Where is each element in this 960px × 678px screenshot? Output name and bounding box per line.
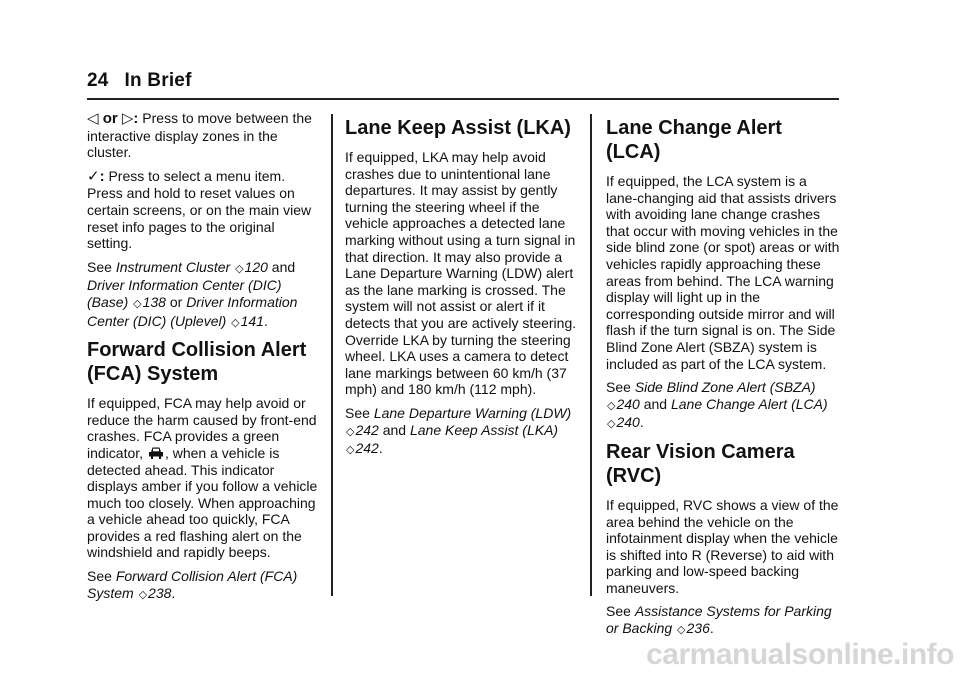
page-number: 24 [87, 70, 109, 91]
arrow-buttons-paragraph: ◁ or ▷: Press to move between the interactive display zones in the cluster. [87, 110, 312, 161]
lka-paragraph: If equipped, LKA may help avoid crashes due to unintentional lane departures. It may assist by gently turning the steering wheel if the vehicle approaches a detected lane marking without using a turn signal in that direction. It may also provide a Lane Departure Warning (LDW) alert as the lane marking is crossed. The system will not assist or alert if it detects that you are actively steering. Override LKA by turning the steering wheel. LKA uses a camera to detect lane markings between 60 km/h (37 mph) and 180 km/h (112 mph). [345, 149, 577, 398]
page-ref-icon: ◇ [235, 262, 244, 275]
see-reference-4: See Side Blind Zone Alert (SBZA) ◇240 and Lane Change Alert (LCA) ◇240. [606, 379, 828, 431]
page-ref-icon: ◇ [607, 418, 616, 431]
see-reference-5: See Assistance Systems for Parking or Backing ◇236. [606, 603, 832, 637]
link-lka[interactable]: Lane Keep Assist (LKA) [409, 421, 559, 438]
column-3 [606, 110, 840, 646]
link-parking-assist[interactable]: Assistance Systems for Parking or Backing [606, 603, 832, 637]
page-ref-icon: ◇ [346, 425, 355, 438]
lca-paragraph: If equipped, the LCA system is a lane-changing aid that assists drivers with avoiding lane change crashes that occur with moving vehicles in the side blind zone (or spot) areas or with vehicles rapidly approaching these areas from behind. The LCA warning display will light up in the corresponding outside mirror and will flash if the turn signal is on. The Side Blind Zone Alert (SBZA) system is included as part of the LCA system. [606, 173, 840, 372]
rvc-paragraph: If equipped, RVC shows a view of the area behind the vehicle on the infotainment display when the vehicle is shifted into R (Reverse) to aid with parking and low-speed backing maneuvers. [606, 496, 839, 596]
link-fca[interactable]: Forward Collision Alert (FCA) System [87, 568, 298, 601]
see-reference-2: See Forward Collision Alert (FCA) System ◇238. [87, 568, 298, 601]
see-reference-1: See Instrument Cluster ◇120 and Driver Information Center (DIC) (Base) ◇138 or Driver Information Center (DIC) (Uplevel) ◇141. [87, 258, 298, 329]
page-ref-icon: ◇ [138, 588, 148, 601]
heading-fca: Forward Collision Alert (FCA) System [87, 339, 307, 386]
see-reference-3: See Lane Departure Warning (LDW) ◇242 and Lane Keep Assist (LKA) ◇242. [345, 404, 572, 457]
select-button-paragraph: ✓: Press to select a menu item. Press and hold to reset values on certain screens, or on the main view reset info pages to the original setting. [87, 167, 312, 252]
column-1 [87, 110, 319, 610]
link-sbza[interactable]: Side Blind Zone Alert (SBZA) [634, 379, 816, 396]
page-header [87, 70, 192, 92]
link-lca[interactable]: Lane Change Alert (LCA) [670, 395, 828, 412]
column-2 [345, 110, 577, 466]
page-ref-icon: ◇ [231, 316, 240, 329]
link-dic-uplevel[interactable]: Driver Information Center (DIC) (Uplevel) [87, 293, 298, 329]
column-divider-1 [331, 114, 333, 596]
watermark: carmanualsonline.info [646, 638, 954, 671]
heading-rvc: Rear Vision Camera (RVC) [606, 440, 795, 487]
link-dic-base[interactable]: Driver Information Center (DIC) (Base) [87, 277, 282, 310]
page-ref-icon: ◇ [346, 444, 355, 457]
arrow-left-right-icon: ◁ or ▷ [87, 110, 134, 127]
vehicle-ahead-icon [148, 446, 164, 460]
header-rule [87, 98, 839, 100]
link-instrument-cluster[interactable]: Instrument Cluster [115, 258, 231, 275]
link-ldw[interactable]: Lane Departure Warning (LDW) [373, 404, 572, 421]
section-title: In Brief [124, 70, 192, 91]
checkmark-icon: ✓ [87, 167, 100, 185]
page-ref-icon: ◇ [133, 297, 142, 310]
fca-paragraph: If equipped, FCA may help avoid or reduce the harm caused by front-end crashes. FCA provides a green indicator, , when a vehicle is detected ahead. This indicator displays amber if you follow a vehicle much too closely. When approaching a vehicle ahead too quickly, FCA provides a red flashing alert on the windshield and rapidly beeps. [87, 395, 318, 561]
page-ref-icon: ◇ [607, 399, 616, 412]
page-ref-icon: ◇ [677, 624, 686, 637]
heading-lka: Lane Keep Assist (LKA) [345, 117, 571, 139]
heading-lca: Lane Change Alert (LCA) [606, 117, 782, 163]
column-divider-2 [590, 114, 592, 596]
